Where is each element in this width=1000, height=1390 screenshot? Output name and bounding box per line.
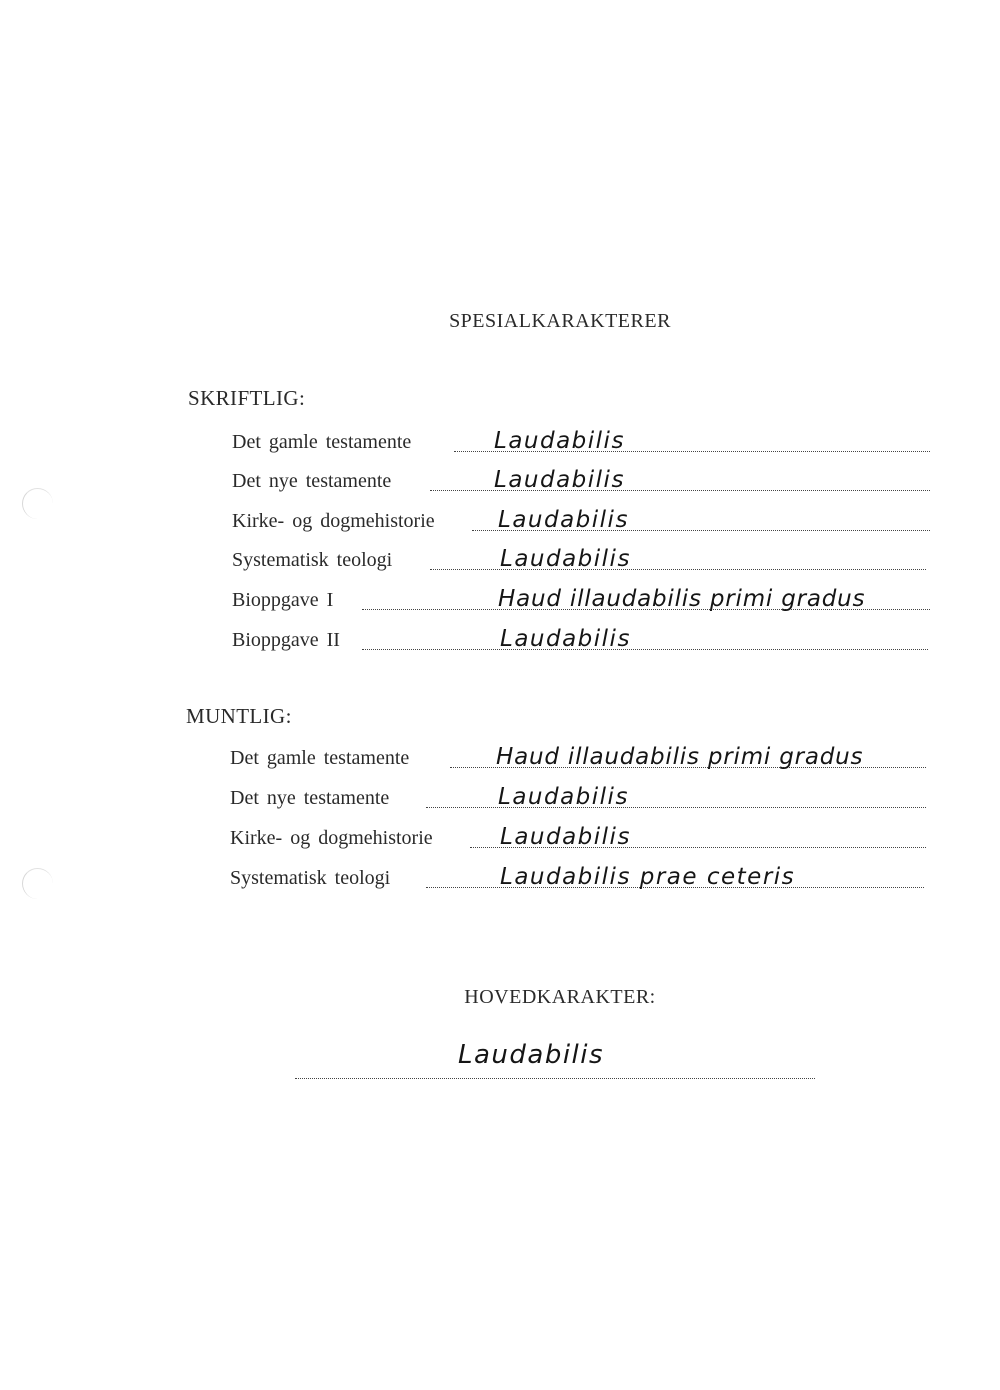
skriftlig-row-3 <box>232 503 930 537</box>
subject-label: Det nye testamente <box>230 787 390 809</box>
skriftlig-row-5 <box>232 582 930 616</box>
handwritten-grade: Haud illaudabilis primi gradus <box>498 586 866 612</box>
subject-label: Kirke- og dogmehistorie <box>230 827 433 849</box>
punch-hole-top <box>22 488 53 519</box>
main-grade-heading: HOVEDKARAKTER: <box>464 986 656 1008</box>
handwritten-grade: Laudabilis <box>500 824 631 850</box>
subject-label: Det gamle testamente <box>230 747 410 769</box>
dotted-line <box>362 649 928 650</box>
skriftlig-row-1 <box>232 424 930 458</box>
subject-label: Det nye testamente <box>232 470 392 492</box>
main-grade-handwritten: Laudabilis <box>458 1040 605 1070</box>
subject-label: Systematisk teologi <box>230 867 391 889</box>
skriftlig-row-4 <box>232 542 926 576</box>
skriftlig-row-2 <box>232 463 930 497</box>
handwritten-grade: Laudabilis prae ceteris <box>500 864 796 890</box>
section-heading-muntlig: MUNTLIG: <box>186 704 292 728</box>
handwritten-grade: Laudabilis <box>494 428 625 454</box>
muntlig-row-2 <box>230 780 926 814</box>
handwritten-grade: Laudabilis <box>500 626 631 652</box>
subject-label: Det gamle testamente <box>232 431 412 453</box>
muntlig-row-4 <box>230 860 924 894</box>
handwritten-grade: Haud illaudabilis primi gradus <box>496 744 864 770</box>
handwritten-grade: Laudabilis <box>498 784 629 810</box>
main-grade-dotted-line <box>295 1078 815 1079</box>
skriftlig-row-6 <box>232 622 928 656</box>
muntlig-row-1 <box>230 740 926 774</box>
handwritten-grade: Laudabilis <box>498 507 629 533</box>
muntlig-row-3 <box>230 820 926 854</box>
subject-label: Systematisk teologi <box>232 549 393 571</box>
subject-label: Bioppgave II <box>232 629 340 651</box>
subject-label: Bioppgave I <box>232 589 334 611</box>
subject-label: Kirke- og dogmehistorie <box>232 510 435 532</box>
section-heading-skriftlig: SKRIFTLIG: <box>188 386 306 410</box>
punch-hole-bottom <box>22 868 53 899</box>
page-title: SPESIALKARAKTERER <box>449 310 671 332</box>
handwritten-grade: Laudabilis <box>494 467 625 493</box>
handwritten-grade: Laudabilis <box>500 546 631 572</box>
